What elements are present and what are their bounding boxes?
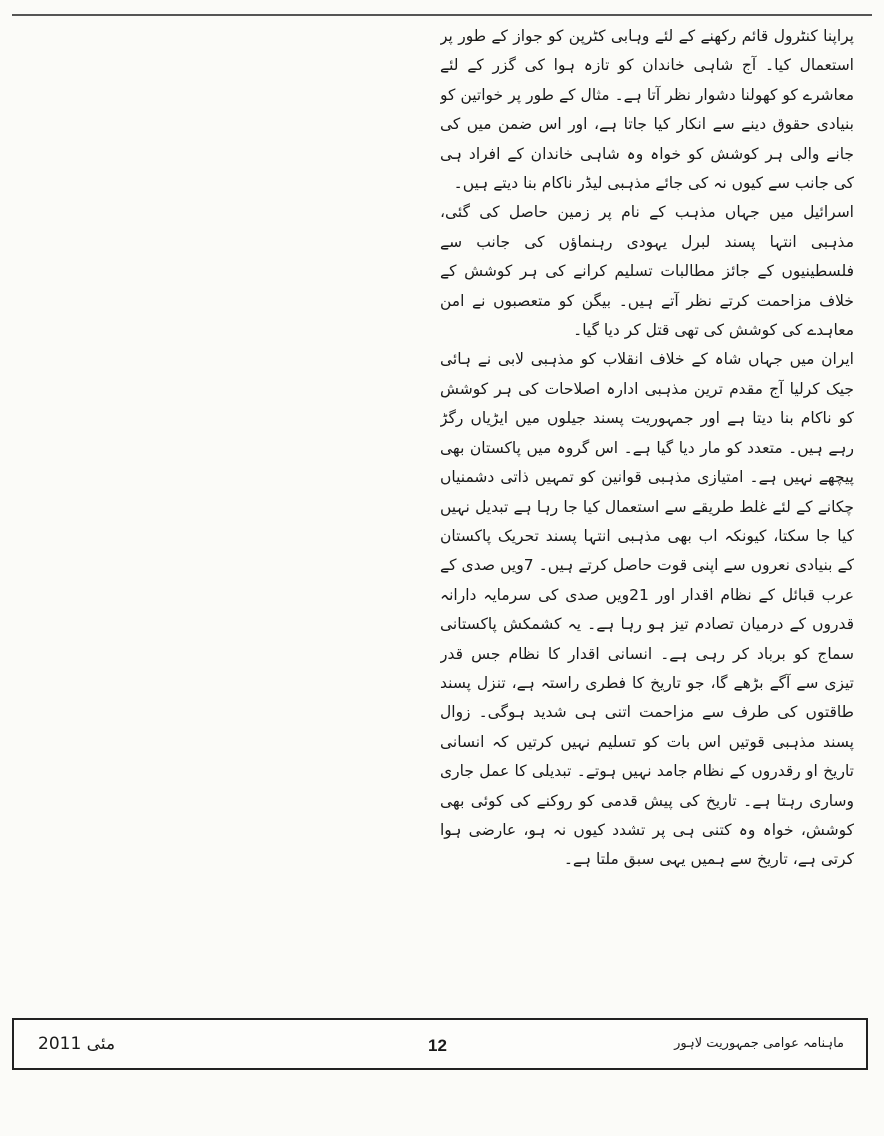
top-rule [12,14,872,16]
page-number: 12 [428,1036,447,1055]
article-paragraph: پراپنا کنٹرول قائم رکھنے کے لئے وہابی کٹرپن کو جواز کے طور پر استعمال کیا۔ آج شاہی خاندان کو تازہ ہوا کی گزر کے لئے معاشرے کو کھولنا دشوار نظر آتا ہے۔ مثال کے طور پر خواتین کو بنیادی حقوق دینے سے انکار کیا جاتا ہے، اور اس ضمن میں کی جانے والی ہر کوشش کو خواہ وہ شاہی خاندان کے افراد ہی کی جانب سے کیوں نہ کی جائے مذہبی لیڈر ناکام بنا دیتے ہیں۔ [440,27,854,193]
article-paragraph: اسرائیل میں جہاں مذہب کے نام پر زمین حاصل کی گئی، مذہبی انتہا پسند لبرل یہودی رہنماؤں کی جانب سے فلسطینیوں کے جائز مطالبات تسلیم کرانے کی ہر کوشش کے خلاف مزاحمت کرتے نظر آتے ہیں۔ بیگن کو متعصبوں نے امن معاہدے کی کوشش کی تھی قتل کر دیا گیا۔ [440,203,854,340]
article-paragraph: ایران میں جہاں شاہ کے خلاف انقلاب کو مذہبی لابی نے ہائی جیک کرلیا آج مقدم ترین مذہبی ادارہ اصلاحات کی ہر کوشش کو ناکام بنا دیتا ہے اور جمہوریت پسند جیلوں میں ایڑیاں رگڑ رہے ہیں۔ متعدد کو مار دیا گیا ہے۔ اس گروہ میں پاکستان بھی پیچھے نہیں ہے۔ امتیازی مذہبی قوانین کو تمہیں ذاتی دشمنیاں چکانے کے لئے غلط طریقے سے استعمال کیا جا رہا ہے تبدیل نہیں کیا جا سکتا، کیونکہ اب بھی مذہبی انتہا پسند تحریک پاکستان کے بنیادی نعروں سے اپنی قوت حاصل کرتے ہیں۔ 7ویں صدی کے عرب قبائل کے نظام اقدار اور 21ویں صدی کی سرمایہ دارانہ قدروں کے درمیان تصادم تیز ہو رہا ہے۔ یہ کشمکش پاکستانی سماج کو برباد کر رہی ہے۔ انسانی اقدار کا نظام جس قدر تیزی سے آگے بڑھے گا، جو تاریخ کا فطری راستہ ہے، تنزل پسند طاقتوں کی طرف سے مزاحمت اتنی ہی شدید ہوگی۔ زوال پسند مذہبی قوتیں اس بات کو تسلیم نہیں کرتیں کہ انسانی تاریخ او رقدروں کے نظام جامد نہیں ہوتے۔ تبدیلی کا عمل جاری وساری رہتا ہے۔ تاریخ کی پیش قدمی کو روکنے کی کوئی بھی کوشش، خواہ وہ کتنی ہی پر تشدد کیوں نہ ہو، عارضی ہوا کرتی ہے، تاریخ سے ہمیں یہی سبق ملتا ہے۔ [440,350,854,869]
page-footer [12,1018,868,1070]
publication-name: ماہنامہ عوامی جمہوریت لاہور [674,1036,844,1051]
footer-date: مئی 2011 [38,1034,116,1054]
article-column [440,22,854,982]
